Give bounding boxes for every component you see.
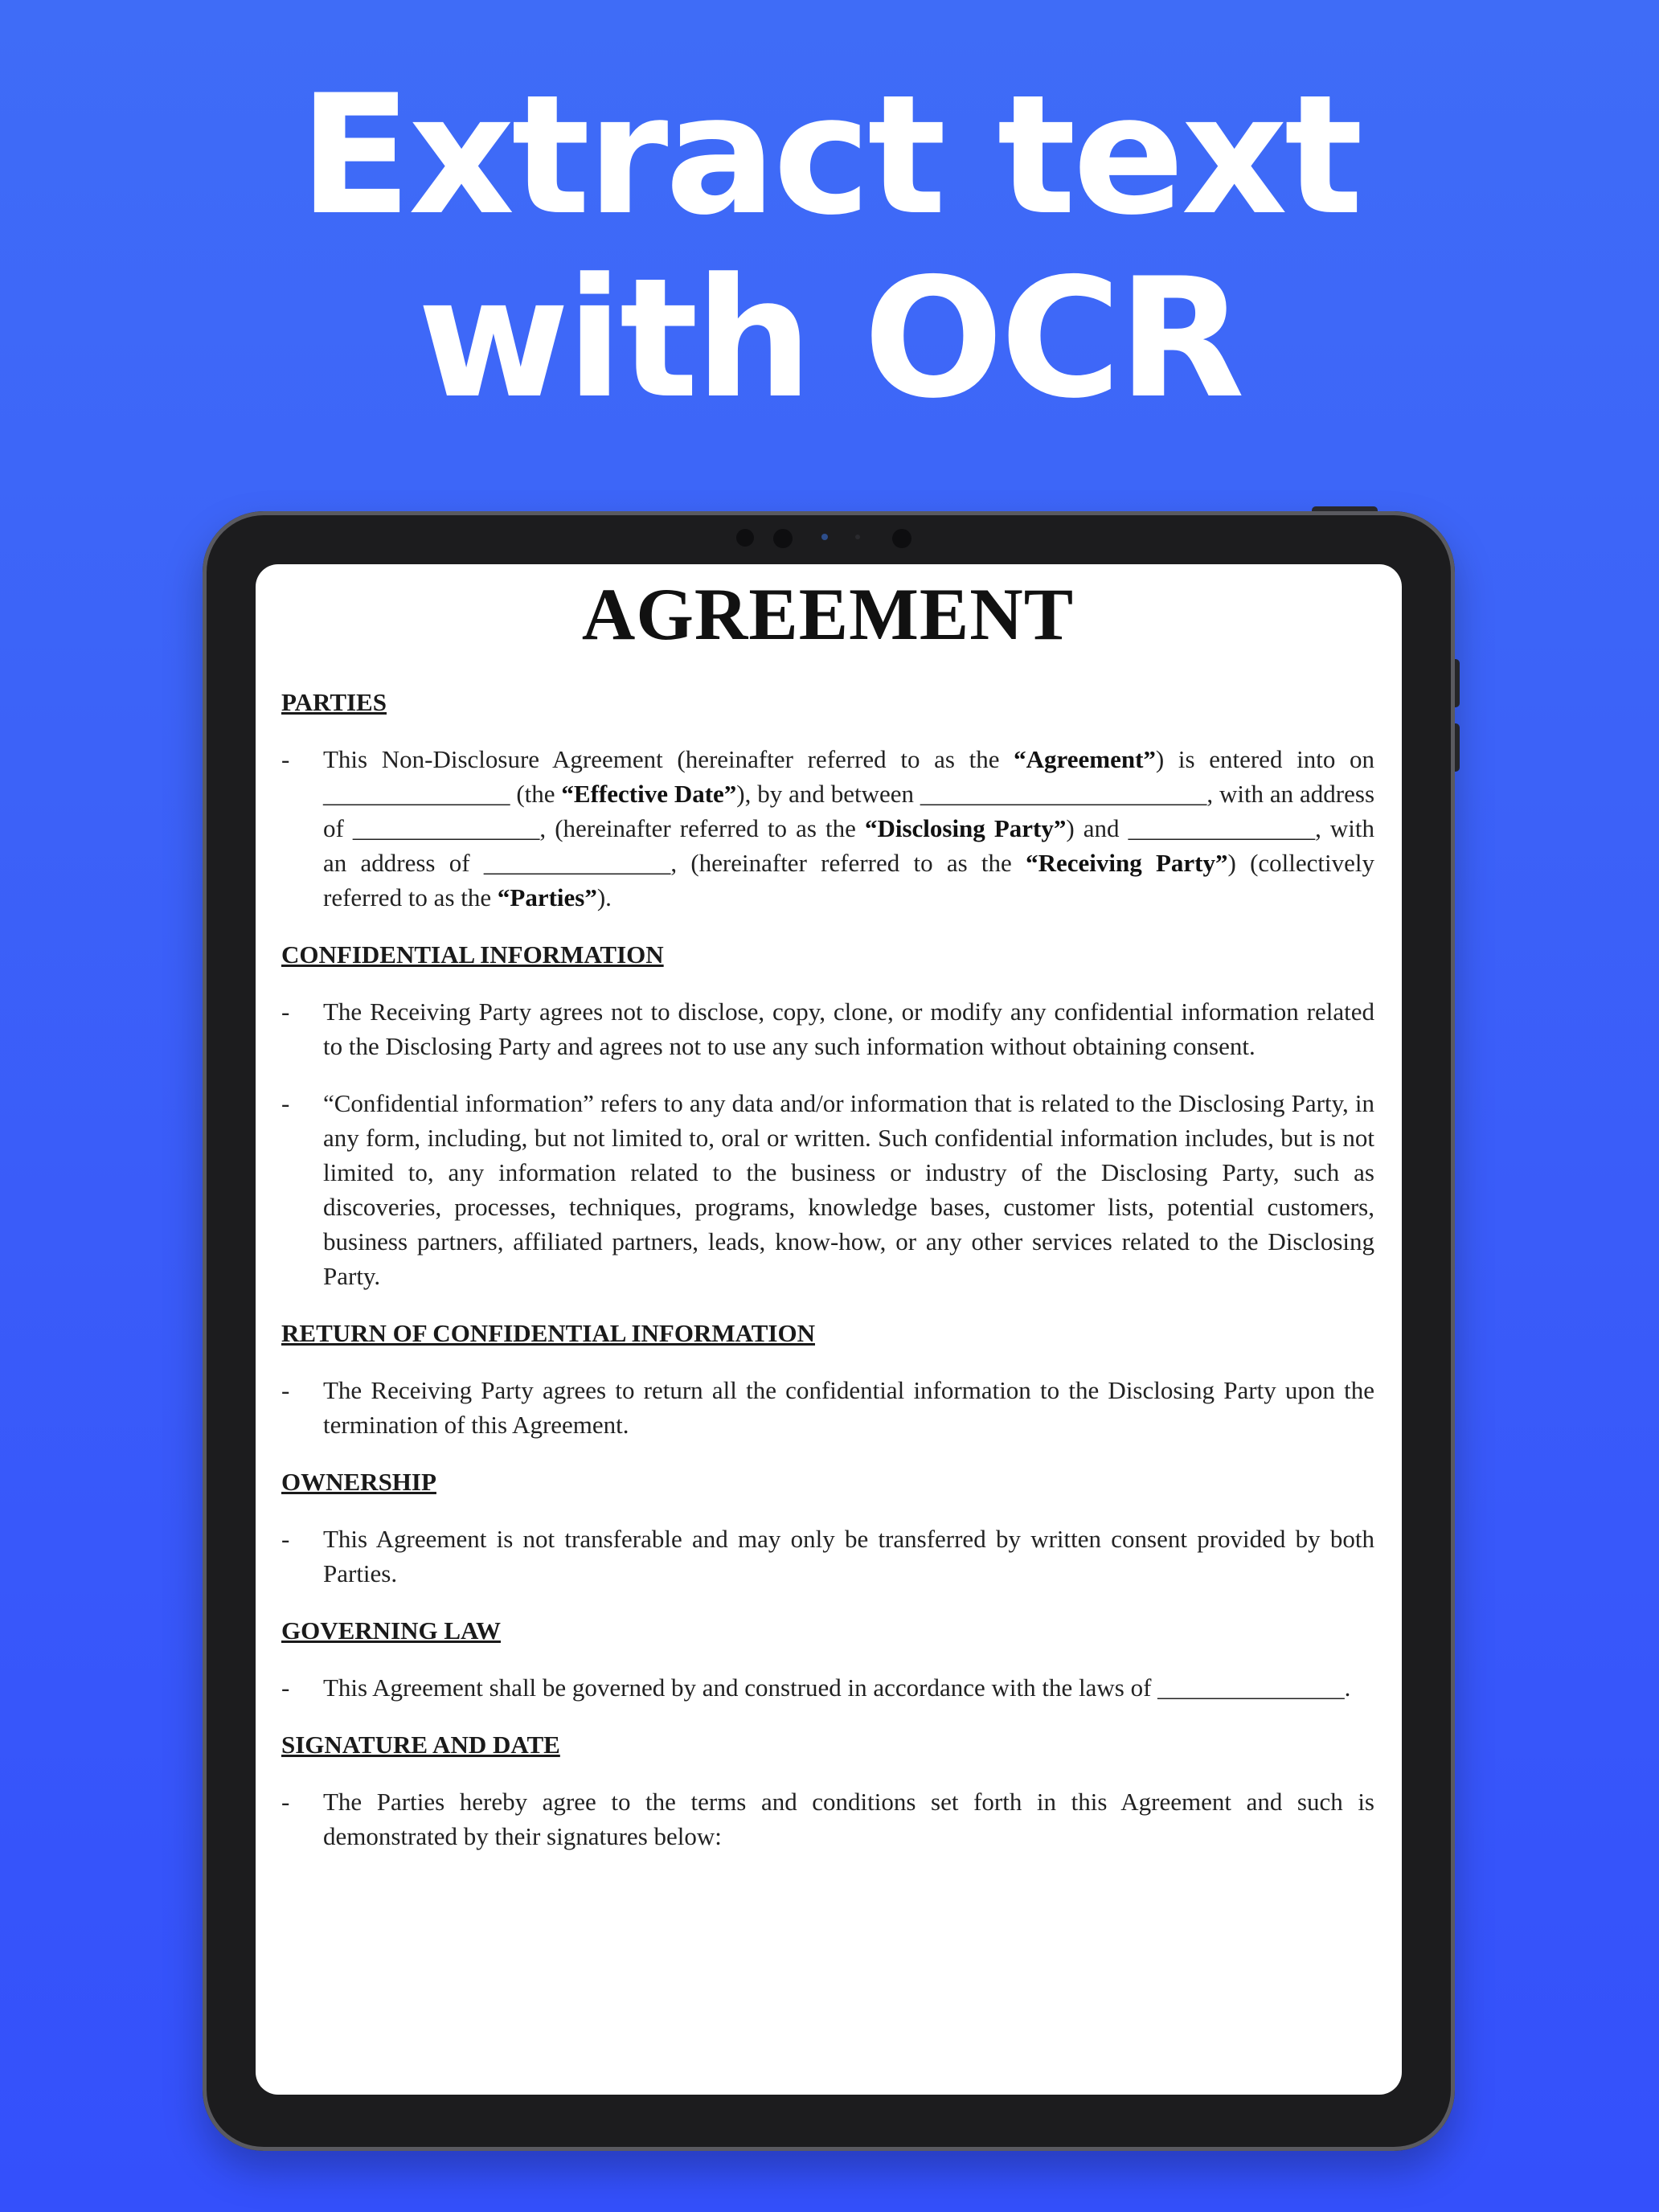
bullet-dash: - <box>281 745 290 773</box>
defined-term: “Disclosing Party” <box>864 814 1067 842</box>
bullet-dash: - <box>281 1089 290 1117</box>
sensor-dot <box>736 529 754 547</box>
section-heading: SIGNATURE AND DATE <box>281 1731 560 1759</box>
paragraph-text: This Non-Disclosure Agreement (hereinafter referred to as the “Agreement”) is entered into on _______________ (the “Effective Date”), by and between _______________________, with an address of _______________, (hereinafter referred to as the “Disclosing Party”) and _______________, with an address of _______________, (hereinafter referred to as the “Receiving Party”) (collectively referred to as the “Parties”). <box>323 745 1375 911</box>
paragraph-text: The Receiving Party agrees not to disclose, copy, clone, or modify any confidential information related to the Disclosing Party and agrees not to use any such information without obtaining consent. <box>323 997 1374 1060</box>
camera-bar <box>736 526 921 548</box>
camera-lens-icon <box>821 534 828 540</box>
paragraph-text: The Receiving Party agrees to return all the confidential information to the Disclosing Party upon the termination of this Agreement. <box>323 1376 1374 1439</box>
defined-term: “Receiving Party” <box>1026 849 1228 877</box>
paragraph-text: The Parties hereby agree to the terms and conditions set forth in this Agreement and such is demonstrated by their signatures below: <box>323 1788 1374 1850</box>
bullet-dash: - <box>281 1376 290 1404</box>
paragraph-text: This Agreement shall be governed by and construed in accordance with the laws of _______________. <box>323 1673 1351 1702</box>
document-page <box>281 564 1374 1876</box>
tablet-screen <box>256 564 1402 2095</box>
list-item <box>281 1670 1374 1705</box>
sensor-dot <box>855 535 860 539</box>
paragraph-text: “Confidential information” refers to any data and/or information that is related to the Disclosing Party, in any form, including, but not limited to, oral or written. Such confidential information includes, but is not limited to, any information related to the business or industry of the Disclosing Party, such as discoveries, processes, techniques, programs, knowledge bases, customer lists, potential customers, business partners, affiliated partners, leads, know-how, or any other services related to the Disclosing Party. <box>323 1089 1374 1290</box>
section-heading: GOVERNING LAW <box>281 1616 502 1645</box>
bullet-dash: - <box>281 1673 290 1702</box>
list-item <box>281 742 1374 915</box>
list-item <box>281 1522 1374 1591</box>
headline-line-2: with OCR <box>417 244 1242 435</box>
section-heading: RETURN OF CONFIDENTIAL INFORMATION <box>281 1319 815 1347</box>
defined-term: “Effective Date” <box>561 780 737 808</box>
document-sections <box>281 685 1374 1854</box>
tablet-frame <box>203 511 1455 2151</box>
document-title: AGREEMENT <box>581 573 1075 655</box>
bullet-dash: - <box>281 997 290 1026</box>
headline-line-1: Extract text <box>299 60 1360 252</box>
section-heading: OWNERSHIP <box>281 1468 436 1496</box>
headline <box>0 60 1659 435</box>
bullet-dash: - <box>281 1788 290 1816</box>
list-item <box>281 1784 1374 1854</box>
list-item <box>281 1373 1374 1442</box>
defined-term: “Agreement” <box>1014 745 1156 773</box>
section-heading: PARTIES <box>281 688 387 716</box>
sensor-dot <box>773 529 793 548</box>
list-item <box>281 1086 1374 1293</box>
bullet-dash: - <box>281 1525 290 1553</box>
list-item <box>281 994 1374 1063</box>
paragraph-text: This Agreement is not transferable and may only be transferred by written consent provided by both Parties. <box>323 1525 1374 1587</box>
section-heading: CONFIDENTIAL INFORMATION <box>281 940 664 969</box>
defined-term: “Parties” <box>497 883 597 911</box>
sensor-dot <box>892 529 911 548</box>
